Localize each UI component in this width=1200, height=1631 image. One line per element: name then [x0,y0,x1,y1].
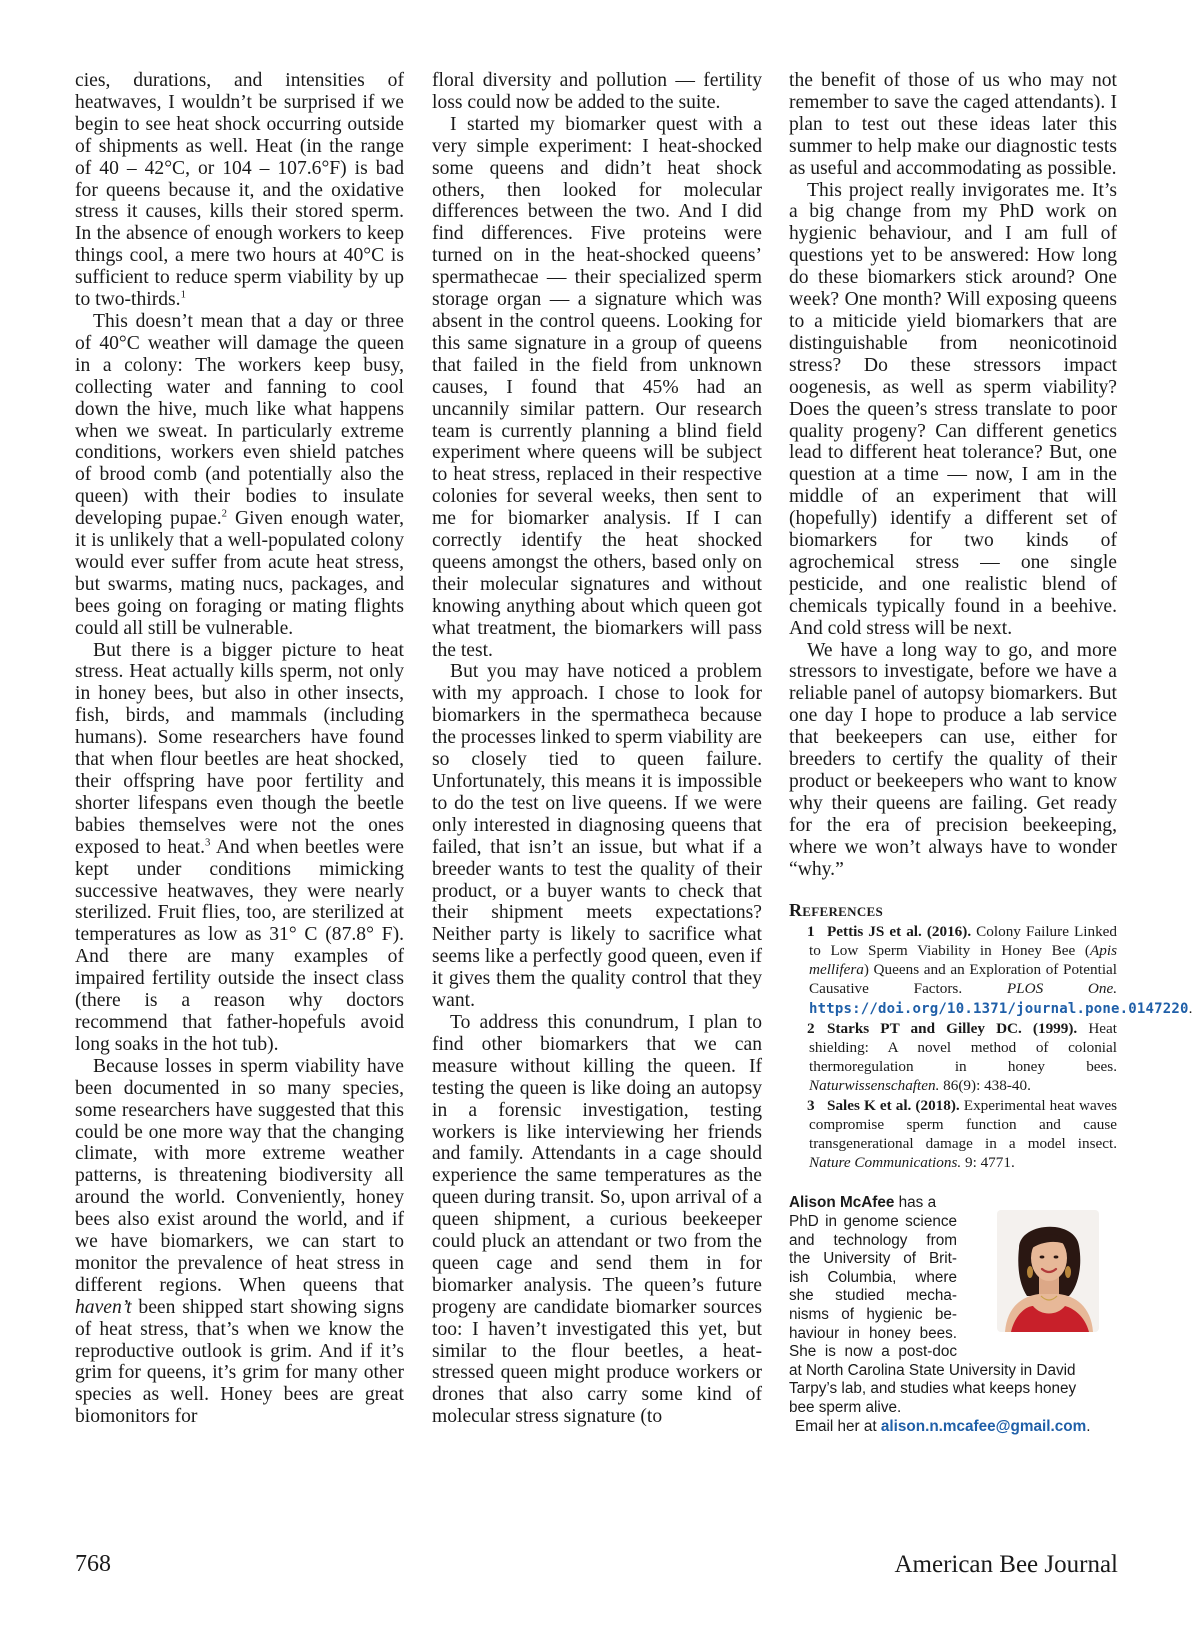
reference-item: 1 Pettis JS et al. (2016). Colony Failure Linked to Low Sperm Viability in Honey Bee (Apis mellifera) Queens and an Exploration of Potential Causative Factors. PLOS One. https://doi.org/10.1371/journal.pone.0147220. [789,922,1117,1019]
article-column-3 [789,70,1193,1456]
bio-line: she studied mecha- [789,1287,957,1305]
footnote-ref: 1 [180,288,186,301]
paragraph: I started my biomarker quest with a very simple experiment: I heat-shocked some queens and didn’t heat shock others, then looked for molecular differences between the two. And I did find differences. Five proteins were turned on in the heat-shocked queens’ spermathecae — their specialized sperm storage organ — a signature which was absent in the control queens. Looking for this same signature in a group of queens that failed in the field from unknown causes, I found that 45% had an uncannily similar pattern. Our research team is currently planning a blind field experiment where queens will be subject to heat stress, replaced in their respective colonies for several weeks, then sent to me for biomarker analysis. If I can correctly identify the heat shocked queens amongst the others, based only on their molecular signatures and without knowing anything about which queen got what treatment, the biomarkers will pass the test. [432,113,762,661]
references-heading: References [789,899,884,920]
bio-line: bee sperm alive. [789,1398,902,1416]
article-column-2 [432,70,762,1428]
bio-line: and technology from [789,1231,957,1249]
paragraph: cies, durations, and intensities of heatwaves, I wouldn’t be surprised if we begin to see heat shock occurring outside of shipments as well. Heat (in the range of 40 – 42°C, or 104 – 107.6°F) is bad for queens because it, and the oxidative stress it causes, kills their stored sperm. In the absence of enough workers to keep things cool, a mere two hours at 40°C is sufficient to reduce sperm viability by up to two-thirds.$^1$ [75,70,404,311]
species-name: Apis mellifera [809,941,1117,979]
paragraph: floral diversity and pollution — fertility loss could now be added to the suite. [432,70,762,113]
reference-journal: PLOS One. [1006,980,1117,998]
paragraph: the benefit of those of us who may not remember to save the caged attendants). I plan to test out these ideas later this summer to help make our diagnostic tests as useful and accommodating as possible. [789,70,1117,179]
page-number: 768 [75,1551,111,1577]
paragraph: To address this conundrum, I plan to find other biomarkers that we can measure without killing the queen. If testing the queen is like doing an autopsy in a forensic investigation, testing workers is like interviewing her friends and family. Attendants in a cage should experience the same temperatures as the queen during transit. So, upon arrival of a queen shipment, a curious beekeeper could pluck an attendant or two from the queen cage and send them in for biomarker analysis. The queen’s future progeny are candidate biomarker sources too: I haven’t investigated this yet, but similar to the flour beetles, a heat-stressed queen might produce workers or drones that also carry some kind of molecular stress signature (to [432,1011,762,1428]
reference-journal: Nature Communications. [809,1154,962,1172]
bio-line: PhD in genome science [789,1212,957,1230]
reference-item: 2 Starks PT and Gilley DC. (1999). Heat shielding: A novel method of colonial thermoregulation in honey bees. Naturwissenschaften. 86(9): 438-40. [789,1019,1117,1096]
reference-authors: Sales K et al. (2018). [827,1096,960,1114]
bio-line: the University of Brit- [789,1250,957,1268]
reference-number: 1 [807,922,815,940]
paragraph: We have a long way to go, and more stressors to investigate, before we have a reliable panel of autopsy biomarkers. But one day I hope to produce a lab service that beekeepers can use, either for breeders to certify the quality of their product or beekeepers who want to know why their queens are failing. Get ready for the era of precision beekeeping, where we won’t always have to wonder “why.” [789,639,1117,880]
paragraph: This doesn’t mean that a day or three of 40°C weather will damage the queen in a colony: The workers keep busy, collecting water and fanning to cool down the hive, much like what happens when we sweat. In particularly extreme conditions, workers even shield patches of brood comb (and potentially also the queen) with their bodies to insulate developing pupae.$^2$ Given enough water, it is unlikely that a well-populated colony would ever suffer from acute heat stress, but swarms, mating nucs, packages, and bees going on foraging or mating flights could all still be vulnerable. [75,310,404,639]
reference-journal: Naturwissenschaften. [809,1077,940,1095]
reference-number: 3 [807,1096,815,1114]
paragraph: This project really invigorates me. It’s a big change from my PhD work on hygienic behaviour, and I am full of questions yet to be answered: How long do these biomarkers stick around? One week? One month? Will exposing queens to a miticide yield biomarkers that are distinguishable from neonicotinoid stress? Do these stressors impact oogenesis, as well as sperm viability? Does the queen’s stress translate to poor quality progeny? Can different genetics lead to different heat tolerance? But, one question at a time — now, I am in the middle of an experiment that will (hopefully) identify a different set of biomarkers for two kinds of agrochemical stress — one single pesticide, and one realistic blend of chemicals typically found in a beehive. And cold stress will be next. [789,179,1117,639]
bio-line: nisms of hygienic be- [789,1305,957,1323]
footnote-ref: 2 [221,507,228,520]
paragraph: But you may have noticed a problem with my approach. I chose to look for biomarkers in the spermatheca because the processes linked to sperm viability are so closely tied to queen failure. Unfortunately, this means it is impossible to do the test on live queens. If we were only interested in diagnosing queens that failed, that isn’t an issue, but what if a breeder wants to test the quality of their product, or a buyer wants to check that their shipment meets expectations? Neither party is likely to sacrifice what seems like a perfectly good queen, even if it gives them the quality control that they want. [432,661,762,1012]
author-name: Alison McAfee [789,1194,895,1212]
paragraph: But there is a bigger picture to heat stress. Heat actually kills sperm, not only in honey bees, but also in other insects, fish, birds, and mammals (including humans). Some researchers have found that when flour beetles are heat shocked, their offspring have poor fertility and shorter lifespans even though the beetle babies themselves were not the ones exposed to heat.$^3$ And when beetles were kept under conditions mimicking successive heatwaves, they were nearly sterilized. Fruit flies, too, are sterilized at temperatures as low as 31° C (87.8° F). And there are many examples of impaired fertility outside the insect class (there is a reason why doctors recommend that father-hopefuls avoid long soaks in the hot tub). [75,639,404,1055]
journal-name: American Bee Journal [894,1551,1118,1578]
references-section [789,899,1193,1173]
bio-email-line: Email her at alison.n.mcafee@gmail.com. [795,1417,1091,1435]
reference-authors: Starks PT and Gilley DC. (1999). [827,1019,1078,1037]
author-bio [789,1194,1117,1456]
emphasis: haven’t [75,1296,132,1318]
bio-line: haviour in honey bees. [789,1324,957,1342]
paragraph: Because losses in sperm viability have been documented in so many species, some researchers have suggested that this could be one more way that the changing climate, with more extreme weather patterns, is threatening biodiversity all around the world. Conveniently, honey bees also exist around the world, and if we have biomarkers, we can start to monitor the prevalence of heat stress in different regions. When queens that haven’t been shipped start showing signs of heat stress, that’s when we know the reproductive outlook is grim. And if it’s grim for queens, it’s grim for many other species as well. Honey bees are great biomonitors for [75,1055,404,1428]
reference-number: 2 [807,1019,815,1037]
bio-line: She is now a post-doc [789,1343,957,1361]
bio-line: Alison McAfee has a [789,1194,937,1212]
bio-text [789,1194,1107,1436]
bio-line: Tarpy’s lab, and studies what keeps honey [789,1380,1077,1398]
footnote-ref: 3 [205,836,211,849]
doi-link[interactable]: https://doi.org/10.1371/journal.pone.0147220 [809,1000,1189,1017]
bio-line: ish Columbia, where [789,1268,957,1286]
email-link[interactable]: alison.n.mcafee@gmail.com [880,1417,1087,1435]
reference-item: 3 Sales K et al. (2018). Experimental heat waves compromise sperm function and cause transgenerational damage in a model insect. Nature Communications. 9: 4771. [789,1096,1117,1173]
bio-line: at North Carolina State University in David [789,1361,1076,1379]
reference-authors: Pettis JS et al. (2016). [827,922,972,940]
article-column-1 [75,70,404,1428]
